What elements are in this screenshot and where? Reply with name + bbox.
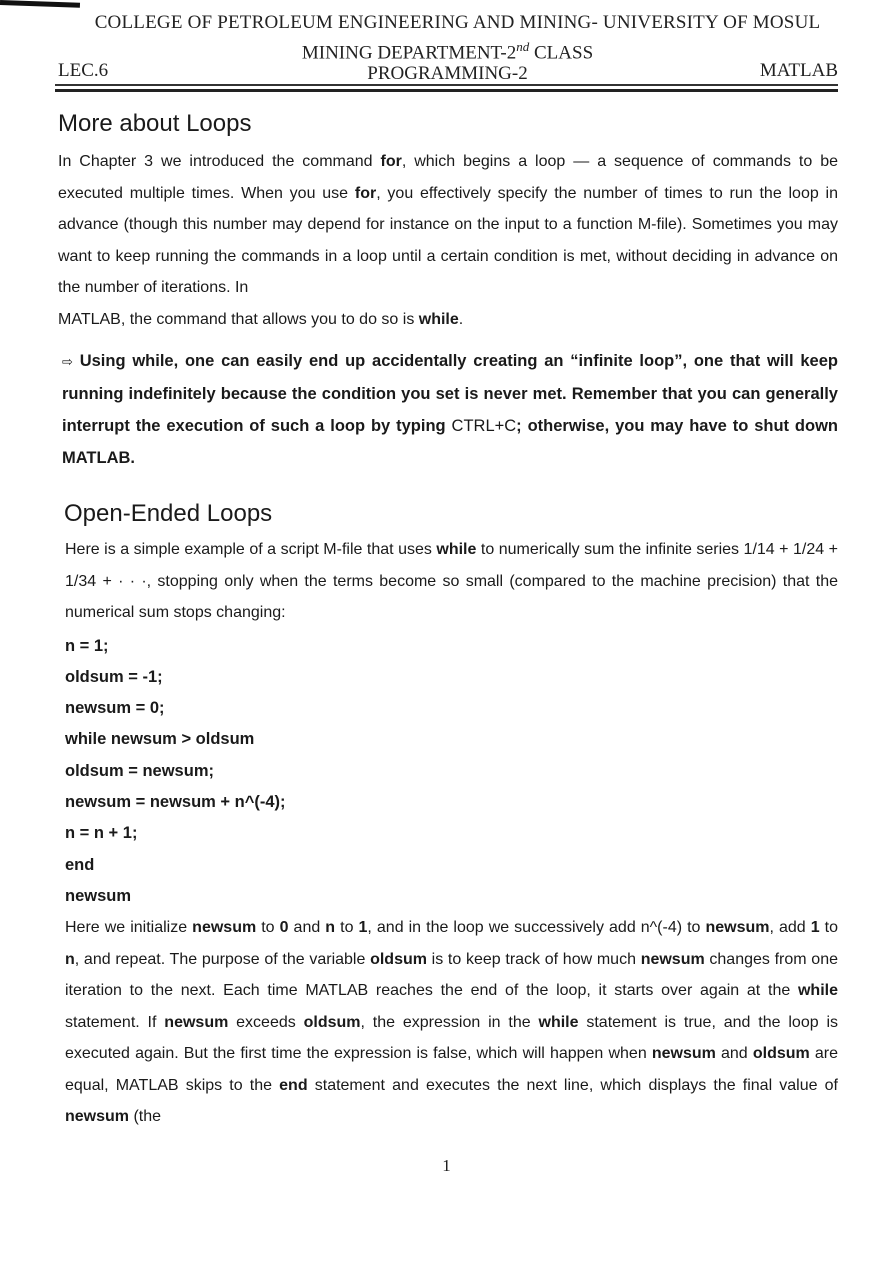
scan-mark [0, 0, 80, 8]
text: , which begins a loop — a sequence of commands to be executed multiple times. When you use [58, 153, 838, 202]
keyword: oldsum [303, 1013, 361, 1031]
text: , the expression in the [360, 1013, 539, 1031]
text: and [715, 1045, 753, 1063]
page-body [58, 110, 838, 1133]
text: to [335, 919, 359, 937]
keyword: newsum [640, 950, 705, 968]
note-infinite-loop [62, 345, 838, 474]
header-class-text: CLASS [529, 42, 594, 64]
section-title-more-about-loops: More about Loops [58, 110, 252, 137]
page-number: 1 [442, 1156, 451, 1175]
keyword: newsum [705, 919, 770, 937]
header-subject: MATLAB [759, 60, 838, 81]
text: statement. If [65, 1013, 165, 1031]
text: , add [769, 919, 811, 937]
text: (the [129, 1108, 162, 1126]
text: statement is true, and the loop is executed again. But the first time the expression is false, which will happen when [65, 1013, 839, 1063]
text: and [288, 919, 326, 937]
code-line: while newsum > oldsum [65, 730, 255, 749]
keyword: newsum [164, 1013, 229, 1031]
header-department-text: MINING DEPARTMENT-2 [301, 42, 517, 64]
keyword: while [418, 310, 459, 328]
text: to numerically sum the infinite series 1/14 + 1/24 + 1/34 + · · ·, stopping only when the terms become so small (compared to the machine precision) that the numerical sum stops changing: [65, 541, 839, 621]
keyword: while [538, 1013, 579, 1031]
keyword: newsum [651, 1045, 716, 1063]
keyword: 1 [358, 919, 368, 937]
text: , and repeat. The purpose of the variable [74, 950, 371, 968]
keyword: for [354, 184, 377, 202]
keyword: newsum [192, 919, 257, 937]
section-title-open-ended-loops: Open-Ended Loops [64, 500, 273, 527]
header-department [55, 39, 840, 64]
text: to [256, 919, 280, 937]
keyword: 1 [810, 919, 820, 937]
paragraph-example [65, 534, 838, 629]
code-line: n = n + 1; [65, 824, 138, 843]
paragraph-intro [58, 146, 838, 335]
keyword: for [380, 153, 402, 170]
keyword: oldsum [752, 1045, 810, 1063]
text: , and in the loop we successively add n^(-4) to [367, 919, 706, 937]
code-line: oldsum = -1; [65, 667, 163, 686]
code-line: newsum = 0; [65, 699, 165, 718]
text: MATLAB, the command that allows you to do so is [58, 310, 419, 328]
header-superscript: nd [516, 39, 530, 54]
text: exceeds [228, 1013, 304, 1031]
code-line: newsum = newsum + n^(-4); [65, 792, 286, 811]
header-rule-thin [55, 84, 838, 86]
code-line: n = 1; [65, 636, 109, 655]
code-listing [65, 631, 838, 913]
arrow-icon: ⇨ [62, 354, 73, 369]
paragraph-explanation [65, 912, 838, 1133]
code-line: end [65, 855, 95, 874]
code-line: oldsum = newsum; [65, 761, 214, 780]
keyword: 0 [279, 919, 289, 937]
text: Using while, one can easily end up accidentally creating an “infinite loop”, one that will keep running indefinitely because the condition you set is never met. Remember that you can generally interrupt the execution of such a loop by typing [62, 352, 838, 435]
keyword: end [279, 1076, 308, 1094]
keyword: oldsum [370, 950, 427, 968]
text: are equal, MATLAB skips to the [65, 1045, 838, 1094]
header-lecture: LEC.6 [58, 60, 109, 81]
text: . [458, 310, 464, 328]
section-open-ended-body [65, 534, 838, 1133]
header-college: COLLEGE OF PETROLEUM ENGINEERING AND MINING- UNIVERSITY OF MOSUL [94, 12, 821, 33]
text: changes from one iteration to the next. Each time MATLAB reaches the end of the loop, it starts over again at the [65, 950, 838, 1000]
text: Here is a simple example of a script M-file that uses [65, 541, 437, 558]
text: , you effectively specify the number of times to run the loop in advance (though this number may depend for instance on the input to a function M-file). Sometimes you may want to keep running the commands in a loop until a certain condition is met, without deciding in advance on the number of iterations. In [58, 184, 838, 296]
text: statement and executes the next line, which displays the final value of [307, 1076, 838, 1094]
header-rule-thick [55, 89, 838, 92]
text: to [819, 919, 838, 937]
keyword: while [436, 541, 477, 558]
code-line: newsum [65, 886, 132, 905]
text: is to keep track of how much [426, 950, 641, 968]
text: CTRL+C [451, 417, 517, 435]
keyword: n [65, 950, 75, 968]
keyword: while [797, 982, 838, 1000]
keyword: n [325, 919, 336, 937]
text: ; otherwise, you may have to shut down MATLAB. [62, 417, 839, 467]
keyword: newsum [65, 1108, 130, 1126]
text: Here we initialize [65, 919, 193, 937]
text: In Chapter 3 we introduced the command [58, 153, 381, 170]
header-course: PROGRAMMING-2 [367, 63, 528, 84]
